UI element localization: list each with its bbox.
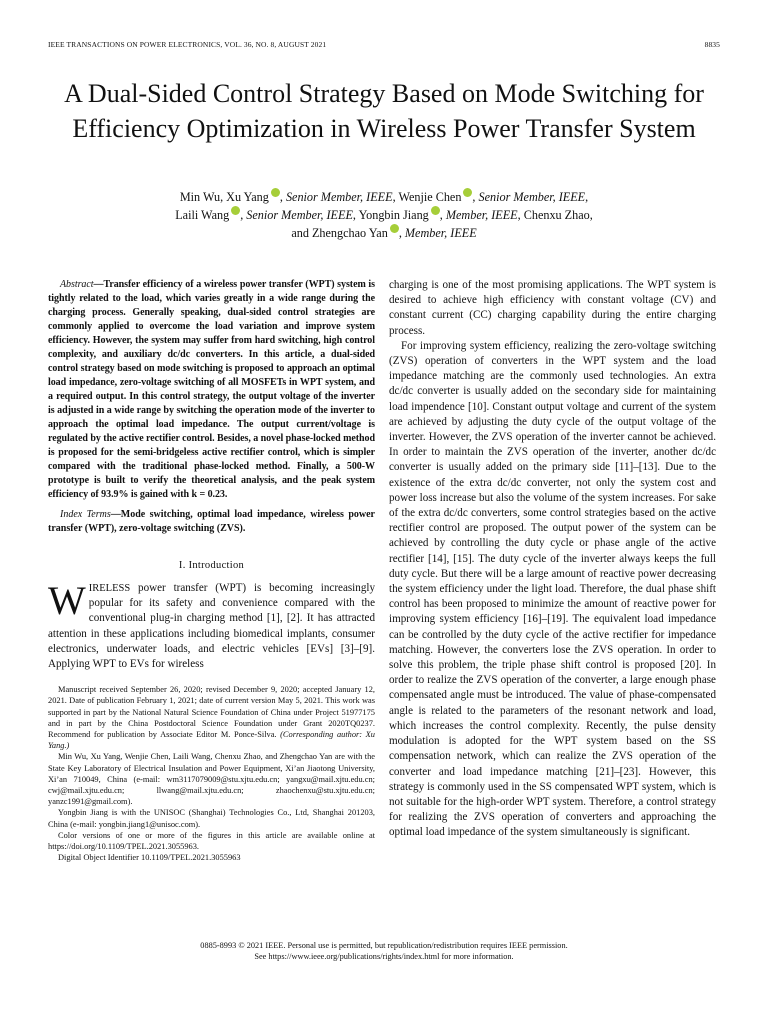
author-name: Xu Yang	[226, 190, 269, 204]
index-terms	[48, 508, 375, 536]
orcid-icon[interactable]	[390, 224, 399, 233]
copyright-notice	[48, 940, 720, 962]
footnote-doi: Digital Object Identifier 10.1109/TPEL.2021.3055963	[58, 853, 241, 863]
author-name: Wenjie Chen	[398, 190, 462, 204]
author-role: Member, IEEE	[445, 208, 518, 222]
right-column	[389, 278, 716, 841]
author-role: Senior Member, IEEE	[246, 208, 353, 222]
copyright-line: See https://www.ieee.org/publications/rights/index.html for more information.	[254, 952, 514, 961]
body-paragraph: For improving system efficiency, realizing the zero-voltage switching (ZVS) operation of converters in the WPT system and the load impedance matching are the commonly used technologies. An extra dc/dc converter is usually added on the secondary side for maintaining load impendence [10]. Constant output voltage and current of the system are achieved by adjusting the duty cycle of the output voltage of the inverter. However, the ZVS operation of the inverter cannot be achieved. In order to maintain the ZVS operation of the inverter, another dc/dc converter is usually added on the primary side [11]–[13]. Due to the existence of the extra dc/dc converter, not only the system cost and power loss increase but also the volume of the system increases. For sake of the extra dc/dc converters, some control strategies based on the active rectifier control are proposed. The output power of the system can be achieved by controlling the duty cycle or phase angle of the active rectifier [14], [15]. The duty cycle of the inverter always keeps the full duty cycle. But there will be a large amount of reactive power decreasing the system efficiency under the light load. Therefore, the dual phase shift control has been proposed to minimize the amount of reactive power for improving system efficiency [16]–[19]. The equivalent load impedance can be controlled by the duty cycle of the active rectifier for impedance matching. However, the converters lose the ZVS operation. In order to solve this problem, the triple phase shift control is proposed [20]. In order to realize the ZVS operation of the converter, a large enough phase compensated angle must be introduced. The value of phase-compensated angle is related to the parameters of the resonant network and load, which increases the control complexity. Recently, the pulse density modulation is adopted for the WPT system based on the SS compensation network, which can realize the ZVS operation of the converter and load impedance matching [21]–[23]. However, this strategy is commonly used in the SS compensated WPT system, which is not suitable for the high-order WPT system. Therefore, a control strategy for realizing the ZVS operation of converters and approaching the optimal load impedance of the system simultaneously is significant.	[389, 339, 716, 839]
introduction-paragraph	[48, 578, 375, 672]
running-header	[48, 40, 720, 52]
author-name: Yongbin Jiang	[358, 208, 429, 222]
author-name: Laili Wang	[175, 208, 230, 222]
footnote-corresponding: (Corresponding author: Xu Yang.)	[48, 730, 375, 751]
index-terms-text: —Mode switching, optimal load impedance, wireless power transfer (WPT), zero-voltage switching (ZVS).	[48, 509, 375, 534]
abstract-text: —Transfer efficiency of a wireless power transfer (WPT) system is tightly related to the load, which varies greatly in a wide range during the charging process. Generally speaking, dual-sided control strategies are commonly applied to overcome the load variation and improve system efficiency. However, the system may suffer from hard switching, high control complexity, and auxiliary dc/dc converters. In this article, a dual-sided control strategy based on mode switching is proposed to approach an optimal load impedance, zero-voltage switching of all MOSFETs in WPT system, and a required output. In this control strategy, the output voltage of the inverter is adjusted in a wide range by switching the operation mode of the inverter to approach the optimal load impedance. The output current/voltage is regulated by the active rectifier control. Besides, a novel phase-locked method is proposed for the semi-bridgeless active rectifier control, which is simpler compared with the traditional phase-locked method. Finally, a 500-W prototype is built to verify the theoretical analysis, and the peak system efficiency of 93.9% is gained with k = 0.23.	[48, 279, 375, 500]
copyright-line: 0885-8993 © 2021 IEEE. Personal use is permitted, but republication/redistribution requires IEEE permission.	[200, 941, 568, 950]
index-terms-label: Index Terms	[60, 509, 111, 520]
drop-cap: W	[48, 578, 86, 623]
orcid-icon[interactable]	[271, 188, 280, 197]
page-number: 8835	[704, 40, 720, 49]
footnotes	[48, 684, 375, 863]
footnote-affiliation-1: Min Wu, Xu Yang, Wenjie Chen, Laili Wang, Chenxu Zhao, and Zhengchao Yan are with the State Key Laboratory of Electrical Insulation and Power Equipment, Xi’an Jiaotong University, Xi’an 710049, China (e-mail: wm3117079009@stu.xjtu.edu.cn; yangxu@mail.xjtu.edu.cn; cwj@mail.xjtu.edu.cn; llwang@mail.xjtu.edu.cn; zhaochenxu@stu.xjtu.edu.cn; yanzc1991@gmail.com).	[48, 752, 375, 807]
abstract-label: Abstract	[60, 279, 94, 290]
body-paragraph: charging is one of the most promising applications. The WPT system is desired to achieve high efficiency with constant voltage (CV) and constant current (CC) charging capability during the entire charging process.	[389, 279, 716, 337]
section-heading-introduction: I. Introduction	[178, 560, 245, 571]
introduction-text: power transfer (WPT) is becoming increasingly popular for its safety and convenience compared with the conventional plug-in charging method [1], [2]. It has attracted attention in these applications including biomedical implants, consumer electronics, underwater loads, and electric vehicles [EVs] [3]–[9]. Applying WPT to EVs for wireless	[48, 582, 375, 671]
left-column	[48, 278, 375, 863]
author-role: Senior Member, IEEE	[478, 190, 586, 204]
author-role: Senior Member, IEEE	[285, 190, 393, 204]
footnote-affiliation-2: Yongbin Jiang is with the UNISOC (Shanghai) Technologies Co., Ltd, Shanghai 201203, China (e-mail: yongbin.jiang1@unisoc.com).	[48, 808, 375, 829]
author-name: Min Wu	[179, 190, 221, 204]
footnote-manuscript	[48, 684, 375, 751]
author-role: Member, IEEE	[404, 226, 477, 240]
author-list: Min Wu, Xu Yang , Senior Member, IEEE, Wenjie Chen , Senior Member, IEEE, Laili Wang , Senior Member, IEEE, Yongbin Jiang , Member, IEEE, Chenxu Zhao, and Zhengchao Yan , Member, IEEE	[175, 190, 593, 240]
orcid-icon[interactable]	[431, 206, 440, 215]
author-name: Chenxu Zhao	[523, 208, 590, 222]
abstract	[48, 278, 375, 502]
orcid-icon[interactable]	[463, 188, 472, 197]
paper-title: A Dual-Sided Control Strategy Based on Mode Switching for Efficiency Optimization in Wireless Power Transfer System	[64, 79, 704, 143]
journal-name: IEEE TRANSACTIONS ON POWER ELECTRONICS, VOL. 36, NO. 8, AUGUST 2021	[48, 40, 327, 49]
footnote-manuscript-text: Manuscript received September 26, 2020; revised December 9, 2020; accepted January 12, 2021. Date of publication February 1, 2021; date of current version May 5, 2021. This work was supported in part by the National Natural Science Foundation of China under Project 51977175 and in part by the China Postdoctoral Science Foundation under Grant 2020TQ0237. Recommend for publication by Associate Editor M. Ponce-Silva.	[48, 685, 375, 740]
footnote-color-note: Color versions of one or more of the figures in this article are available online at https://doi.org/10.1109/TPEL.2021.3055963.	[48, 830, 375, 852]
first-word-rest: IRELESS	[88, 583, 131, 594]
orcid-icon[interactable]	[231, 206, 240, 215]
author-name: Zhengchao Yan	[311, 226, 388, 240]
